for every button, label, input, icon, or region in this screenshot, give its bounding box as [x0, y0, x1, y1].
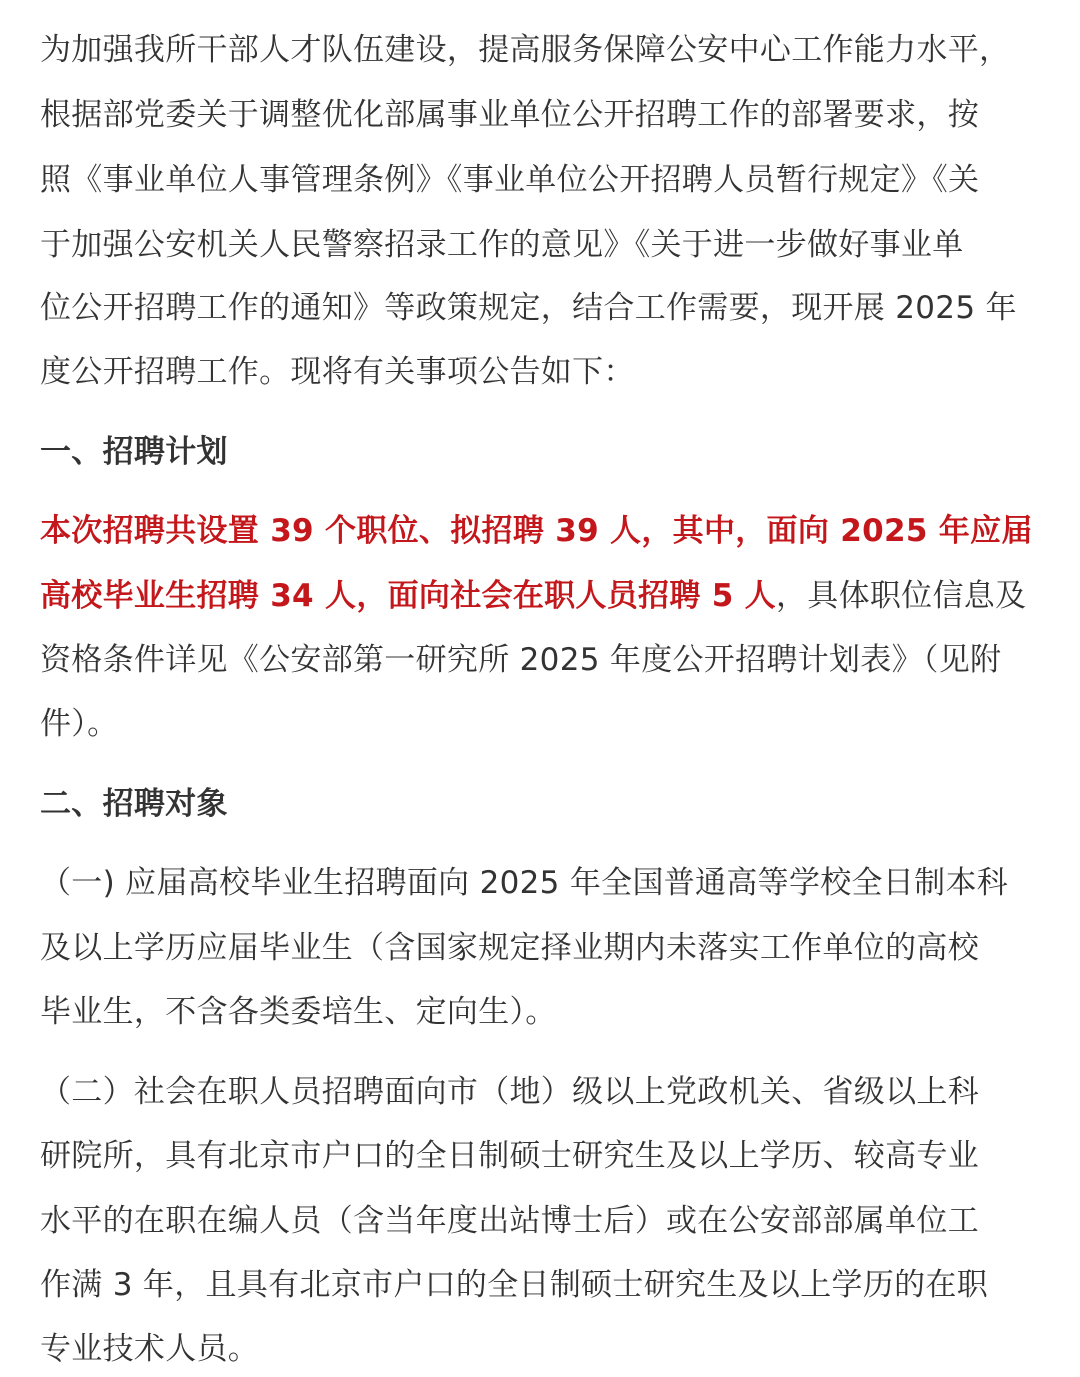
intro-line: 度公开招聘工作。现将有关事项公告如下：: [40, 354, 635, 390]
section-heading-recruitment-targets: 二、招聘对象: [40, 786, 228, 822]
intro-line: 位公开招聘工作的通知》等政策规定，结合工作需要，现开展 2025 年: [40, 290, 1017, 326]
intro-line: 根据部党委关于调整优化部属事业单位公开招聘工作的部署要求，按: [40, 97, 979, 133]
item-2-line: 作满 3 年，且具有北京市户口的全日制硕士研究生及以上学历的在职: [40, 1267, 989, 1303]
item-1-line: 及以上学历应届毕业生（含国家规定择业期内未落实工作单位的高校: [40, 930, 979, 966]
item-2-line: 专业技术人员。: [40, 1331, 260, 1367]
item-1-line: （一) 应届高校毕业生招聘面向 2025 年全国普通高等学校全日制本科: [40, 865, 1009, 901]
highlight-line: 本次招聘共设置 39 个职位、拟招聘 39 人，其中，面向 2025 年应届: [40, 513, 1033, 549]
highlight-text: 高校毕业生招聘 34 人，面向社会在职人员招聘 5 人: [40, 578, 776, 614]
item-2-line: 水平的在职在编人员（含当年度出站博士后）或在公安部部属单位工: [40, 1203, 979, 1239]
intro-line: 照《事业单位人事管理条例》《事业单位公开招聘人员暂行规定》《关: [40, 162, 980, 198]
item-1-line: 毕业生，不含各类委培生、定向生）。: [40, 994, 557, 1030]
plan-line-rest: ，具体职位信息及: [775, 578, 1027, 614]
intro-line: 为加强我所干部人才队伍建设，提高服务保障公安中心工作能力水平，: [40, 32, 1011, 68]
section-heading-recruitment-plan: 一、招聘计划: [40, 434, 228, 470]
item-2-line: （二）社会在职人员招聘面向市（地）级以上党政机关、省级以上科: [40, 1074, 979, 1110]
plan-line: 件）。: [40, 706, 119, 742]
item-2-line: 研院所，具有北京市户口的全日制硕士研究生及以上学历、较高专业: [40, 1138, 979, 1174]
intro-line: 于加强公安机关人民警察招录工作的意见》《关于进一步做好事业单: [40, 227, 964, 263]
plan-line: [40, 576, 1026, 616]
plan-line: 资格条件详见《公安部第一研究所 2025 年度公开招聘计划表》（见附: [40, 642, 1002, 678]
